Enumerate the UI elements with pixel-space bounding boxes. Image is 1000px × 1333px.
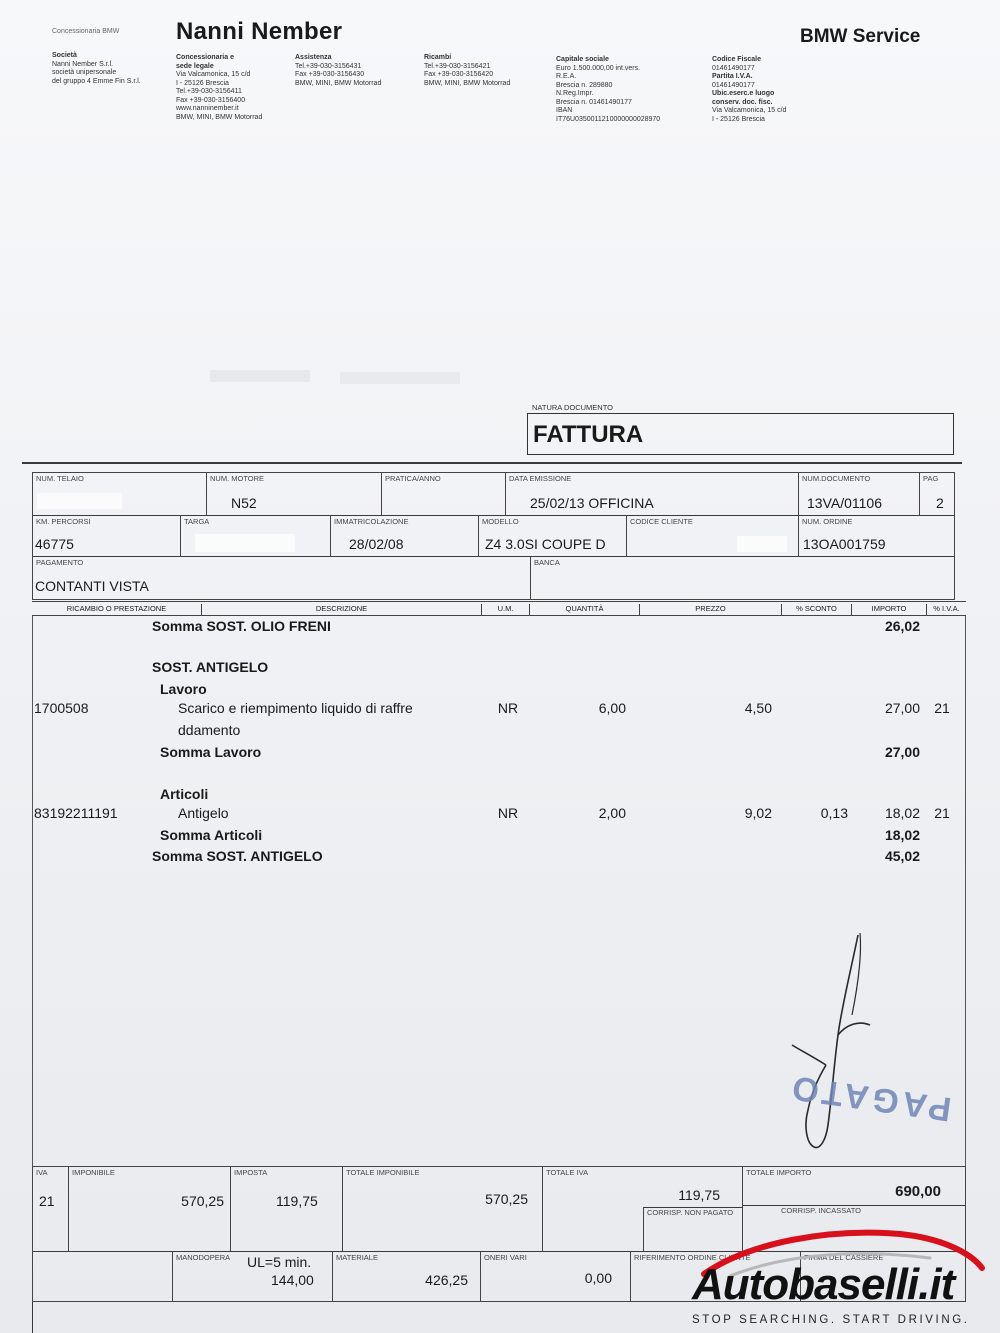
cell-num-motore [207, 473, 382, 515]
capitale-line: Euro 1.500.000,00 int.vers. [556, 64, 641, 72]
cell-pagamento [33, 557, 531, 599]
fiscale-line: Codice Fiscale [712, 56, 762, 63]
cell-banca [531, 557, 954, 599]
line-description: Antigelo [178, 805, 229, 821]
cell-pratica [382, 473, 506, 515]
assistenza-line: BMW, MINI, BMW Motorrad [295, 79, 382, 87]
line-quantity: 6,00 [598, 700, 626, 716]
sede-line: Concessionaria e [176, 54, 234, 61]
num-ordine-value: 13OA001759 [803, 536, 886, 552]
manodopera-value: 144,00 [271, 1272, 314, 1288]
cell-codice-cliente [627, 516, 799, 556]
line-um: NR [497, 805, 519, 821]
table-row [0, 681, 1000, 701]
targa-label: TARGA [184, 517, 210, 526]
line-description: Somma SOST. OLIO FRENI [152, 618, 331, 634]
imponibile-value: 570,25 [181, 1193, 224, 1209]
redacted-value [195, 534, 295, 552]
brand-name: Nanni Nember [176, 18, 343, 45]
line-amount: 27,00 [884, 700, 920, 716]
codice-cliente-label: CODICE CLIENTE [630, 517, 693, 526]
col-quantita: QUANTITÀ [530, 604, 640, 615]
table-row [0, 618, 1000, 638]
fiscale-line: conserv. doc. fisc. [712, 98, 773, 106]
document-type: FATTURA [533, 421, 644, 448]
redacted-value [737, 536, 787, 552]
ricambi-line: Fax +39-030-3156420 [424, 71, 494, 78]
num-motore-label: NUM. MOTORE [210, 474, 265, 483]
cell-pag [920, 473, 954, 515]
bmw-service-title: BMW Service [800, 26, 921, 47]
capitale-line: Capitale sociale [556, 56, 609, 63]
cell-modello [479, 516, 627, 556]
imponibile-label: IMPONIBILE [72, 1168, 115, 1177]
cell-totale-imponibile [343, 1167, 543, 1251]
col-um: U.M. [482, 604, 530, 615]
line-price: 4,50 [744, 700, 772, 716]
line-quantity: 2,00 [598, 805, 626, 821]
materiale-label: MATERIALE [336, 1253, 378, 1262]
line-description: SOST. ANTIGELO [152, 659, 269, 675]
societa-line: Nanni Nember S.r.l. [52, 60, 114, 68]
cell-materiale [333, 1252, 481, 1301]
line-amount: 18,02 [884, 827, 920, 843]
km-label: KM. PERCORSI [36, 517, 91, 526]
assistenza-block [295, 54, 415, 88]
col-ricambio: RICAMBIO O PRESTAZIONE [32, 604, 202, 615]
sede-line: I - 25126 Brescia [176, 79, 229, 87]
capitale-line: R.E.A. [556, 73, 577, 80]
cell-num-documento [799, 473, 920, 515]
capitale-line: IBAN [556, 107, 573, 114]
table-row [0, 722, 1000, 742]
natura-box [527, 413, 954, 455]
oneri-vari-label: ONERI VARI [484, 1253, 527, 1262]
totale-iva-value: 119,75 [678, 1187, 720, 1203]
col-prezzo: PREZZO [640, 604, 782, 615]
banca-label: BANCA [534, 558, 560, 567]
num-telaio-label: NUM. TELAIO [36, 474, 84, 483]
grid-line [643, 1207, 644, 1251]
table-row [0, 805, 1000, 825]
fiscale-block [712, 56, 832, 124]
modello-label: MODELLO [482, 517, 519, 526]
line-iva: 21 [934, 805, 950, 821]
cell-data-emissione [506, 473, 799, 515]
line-price: 9,02 [744, 805, 772, 821]
line-iva: 21 [934, 700, 950, 716]
divider [22, 462, 962, 464]
assistenza-line: Tel.+39-030-3156431 [295, 62, 362, 70]
vehicle-fields-grid [32, 472, 955, 600]
line-description: Somma Articoli [160, 827, 263, 843]
cell-manodopera [173, 1252, 333, 1301]
cell-imponibile [69, 1167, 231, 1251]
autobaselli-tagline: STOP SEARCHING. START DRIVING. [692, 1314, 970, 1326]
totale-iva-label: TOTALE IVA [546, 1168, 589, 1177]
fiscale-line: Via Valcamonica, 15 c/d [712, 107, 787, 114]
cell-km [33, 516, 181, 556]
ricambi-line: BMW, MINI, BMW Motorrad [424, 79, 511, 87]
line-code: 1700508 [34, 700, 89, 716]
capitale-line: N.Reg.Impr. [556, 90, 594, 97]
ricambi-line: Tel.+39-030-3156421 [424, 62, 491, 70]
table-row [0, 700, 1000, 720]
ricambi-line: Ricambi [424, 54, 452, 61]
natura-label: NATURA DOCUMENTO [532, 403, 613, 412]
line-description: Lavoro [160, 681, 207, 697]
iva-label: IVA [36, 1168, 48, 1177]
cell-num-telaio [33, 473, 207, 515]
cell-num-ordine [799, 516, 954, 556]
line-description: Somma SOST. ANTIGELO [152, 848, 323, 864]
table-row [0, 659, 1000, 679]
pagamento-value: CONTANTI VISTA [35, 578, 149, 594]
autobaselli-name: Autobaselli.it [692, 1260, 955, 1309]
line-amount: 26,02 [884, 618, 920, 634]
cell-oneri-vari [481, 1252, 631, 1301]
data-emissione-label: DATA EMISSIONE [509, 474, 572, 483]
line-description: Scarico e riempimento liquido di raffre [178, 700, 413, 716]
pag-label: PAG [923, 474, 939, 483]
line-description: Somma Lavoro [160, 744, 262, 760]
table-row [0, 786, 1000, 806]
num-documento-label: NUM.DOCUMENTO [802, 474, 871, 483]
sede-line: Via Valcamonica, 15 c/d [176, 71, 251, 78]
signature [780, 925, 890, 1165]
corrisp-incassato-label: CORRISP. INCASSATO [781, 1206, 862, 1215]
num-motore-value: N52 [231, 495, 257, 511]
societa-line: del gruppo 4 Emme Fin S.r.l. [52, 77, 141, 85]
line-code: 83192211191 [34, 805, 118, 821]
cell-blank [33, 1252, 173, 1301]
capitale-block [556, 56, 701, 124]
sede-block [176, 54, 291, 122]
cell-immatricolazione [331, 516, 479, 556]
dealer-tag: Concessionaria BMW [52, 28, 120, 35]
corrisp-non-pagato-label: CORRISP. NON PAGATO [647, 1208, 734, 1217]
fiscale-line: 01461490177 [712, 64, 755, 72]
columns-header [32, 601, 966, 616]
riferimento-label: RIFERIMENTO ORDINE CLIENTE [634, 1253, 751, 1262]
autobaselli-watermark [690, 1222, 990, 1330]
sede-line: BMW, MINI, BMW Motorrad [176, 113, 263, 121]
materiale-value: 426,25 [425, 1272, 468, 1288]
assistenza-line: Fax +39-030-3156430 [295, 71, 365, 78]
manodopera-label: MANODOPERA [176, 1253, 231, 1262]
line-description: ddamento [178, 722, 241, 738]
col-descrizione: DESCRIZIONE [202, 604, 482, 615]
show-through-mark [340, 372, 460, 384]
sede-line: www.nanninember.it [176, 105, 239, 112]
data-emissione-value: 25/02/13 OFFICINA [530, 495, 654, 511]
grid-line [32, 1302, 33, 1333]
oneri-vari-value: 0,00 [584, 1270, 612, 1286]
redacted-value [37, 493, 122, 509]
modello-value: Z4 3.0SI COUPE D [485, 536, 606, 552]
col-importo: IMPORTO [852, 604, 927, 615]
col-iva: % I.V.A. [933, 604, 960, 613]
imposta-label: IMPOSTA [234, 1168, 268, 1177]
line-discount: 0,13 [820, 805, 848, 821]
line-amount: 45,02 [884, 848, 920, 864]
col-sconto: % SCONTO [782, 604, 852, 615]
pag-value: 2 [936, 495, 944, 511]
societa-line: società unipersonale [52, 69, 117, 76]
sede-line: Tel.+39-030-3156411 [176, 88, 242, 95]
capitale-line: Brescia n. 289880 [556, 81, 613, 89]
ricambi-block [424, 54, 549, 88]
line-amount: 27,00 [884, 744, 920, 760]
cell-targa [181, 516, 331, 556]
totale-imponibile-value: 570,25 [485, 1191, 528, 1207]
sede-line: sede legale [176, 62, 214, 70]
fiscale-line: 01461490177 [712, 81, 755, 89]
pratica-label: PRATICA/ANNO [385, 474, 441, 483]
sede-line: Fax +39-030-3156400 [176, 96, 246, 104]
table-row [0, 848, 1000, 868]
num-ordine-label: NUM. ORDINE [802, 517, 853, 526]
table-row [0, 744, 1000, 764]
capitale-line: IT76U0350011210000000028970 [556, 115, 661, 123]
fiscale-line: Partita I.V.A. [712, 73, 753, 80]
line-description: Articoli [160, 786, 209, 802]
cell-imposta [231, 1167, 343, 1251]
societa-block [52, 52, 162, 86]
cell-iva [33, 1167, 69, 1251]
line-amount: 18,02 [884, 805, 920, 821]
totale-importo-label: TOTALE IMPORTO [746, 1168, 812, 1177]
societa-line: Società [52, 52, 77, 59]
iva-value: 21 [39, 1193, 55, 1209]
firma-label: FIRMA DEL CASSIERE [804, 1253, 884, 1262]
totale-importo-value: 690,00 [895, 1183, 941, 1200]
manodopera-note: UL=5 min. [247, 1254, 312, 1270]
pagamento-label: PAGAMENTO [36, 558, 84, 567]
fiscale-line: I - 25126 Brescia [712, 115, 765, 123]
capitale-line: Brescia n. 01461490177 [556, 98, 632, 106]
line-um: NR [497, 700, 519, 716]
fiscale-line: Ubic.eserc.e luogo [712, 90, 775, 97]
immatricolazione-label: IMMATRICOLAZIONE [334, 517, 409, 526]
km-value: 46775 [35, 536, 74, 552]
totale-imponibile-label: TOTALE IMPONIBILE [346, 1168, 420, 1177]
paid-stamp: PAGATO [786, 1067, 954, 1129]
num-documento-value: 13VA/01106 [807, 495, 882, 511]
assistenza-line: Assistenza [295, 54, 332, 61]
immatricolazione-value: 28/02/08 [349, 536, 404, 552]
show-through-mark [210, 370, 310, 382]
table-row [0, 827, 1000, 847]
imposta-value: 119,75 [276, 1193, 318, 1209]
